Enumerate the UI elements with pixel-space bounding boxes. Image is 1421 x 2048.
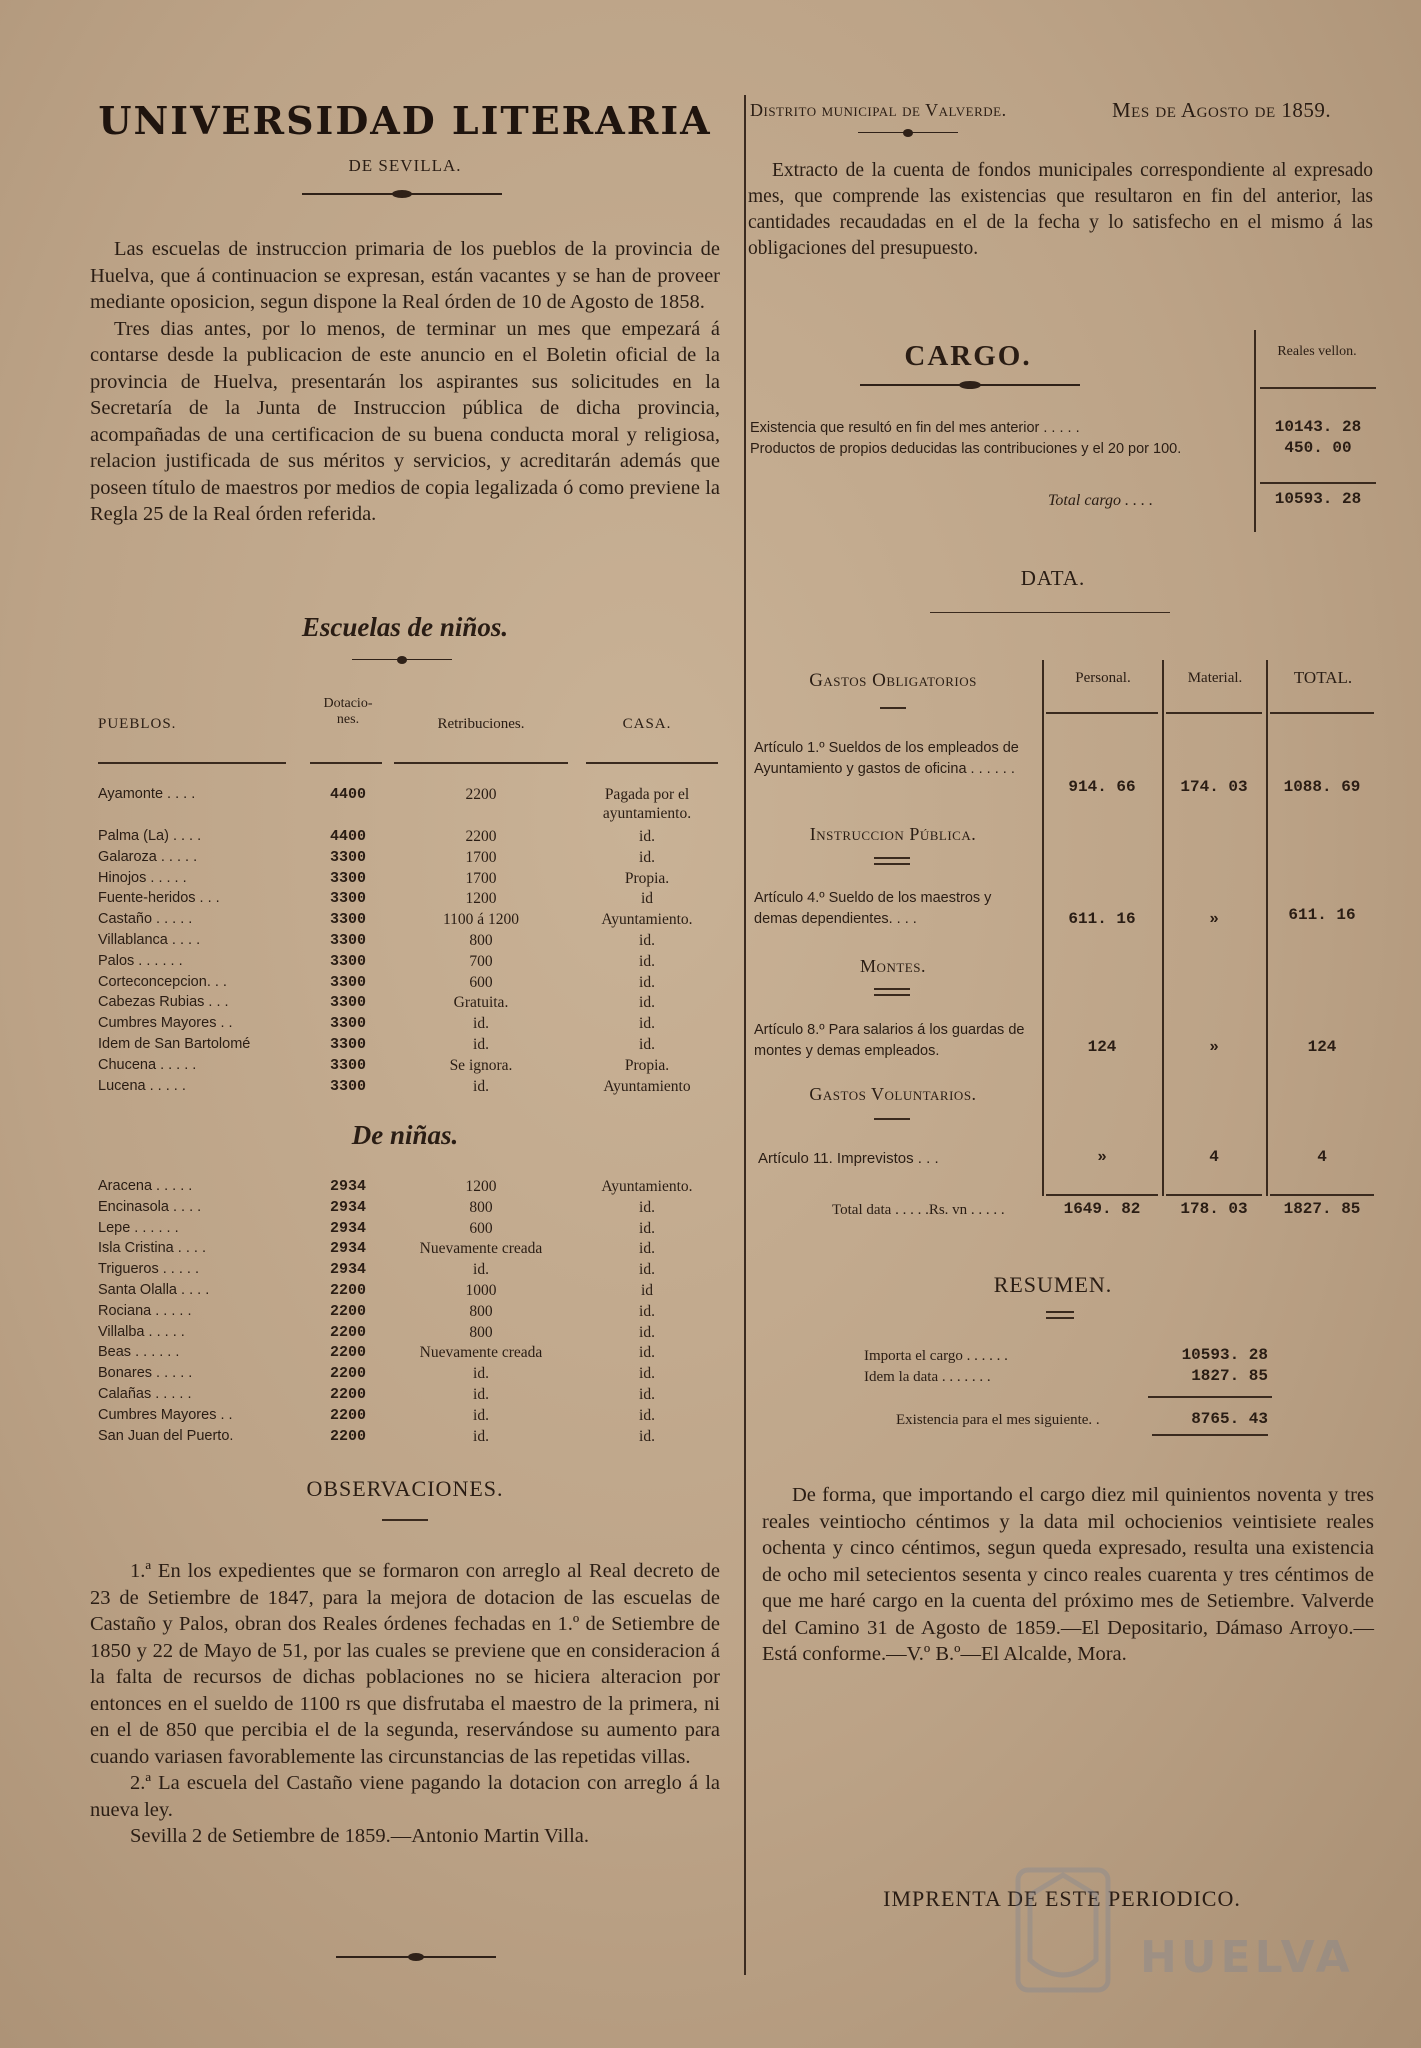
retribucion-cell: 1700: [465, 848, 497, 866]
retribucion-cell: 1700: [465, 869, 497, 887]
casa-cell: id.: [639, 1302, 655, 1320]
cargo-row-1-label: Existencia que resultó en fin del mes anterior . . . . .: [750, 420, 1080, 436]
casa-cell: id.: [639, 1198, 655, 1216]
data-header-rule: [1166, 712, 1262, 714]
signature-line: Sevilla 2 de Setiembre de 1859.—Antonio Martin Villa.: [130, 1825, 589, 1847]
town-cell: Cumbres Mayores . .: [98, 1015, 233, 1032]
col-header-dotaciones-line1: Dotacio-: [323, 696, 373, 711]
dotacion-cell: 2200: [329, 1406, 366, 1424]
dotacion-cell: 3300: [329, 952, 366, 970]
retribucion-cell: 1200: [465, 1178, 497, 1195]
retribucion-cell: Se ignora.: [449, 1056, 513, 1074]
article-1-total: 1088. 69: [1283, 778, 1361, 796]
town-cell: Lucena . . . . .: [98, 1077, 186, 1094]
library-watermark: [1010, 1850, 1370, 2000]
existencia-value: 8765. 43: [1191, 1410, 1268, 1428]
table-row: [90, 1057, 720, 1077]
dotacion-cell: 4400: [329, 786, 366, 803]
town-cell: Galaroza . . . . .: [98, 848, 198, 865]
dotacion-cell: 2934: [329, 1178, 366, 1195]
dotacion-cell: 2934: [329, 1240, 366, 1258]
cargo-divider: [1254, 330, 1256, 532]
data-rule: [930, 612, 1170, 613]
cargo-total-rule: [1260, 482, 1376, 484]
table-row: [90, 870, 720, 890]
girls-table: [90, 1178, 720, 1448]
resumen-cargo-label: Importa el cargo . . . . . .: [864, 1348, 1008, 1364]
dotacion-cell: 3300: [329, 890, 366, 908]
town-cell: Castaño . . . . .: [98, 911, 193, 928]
article-1-material: 174. 03: [1180, 778, 1248, 796]
casa-cell: Propia.: [624, 869, 670, 887]
town-cell: San Juan del Puerto.: [98, 1427, 234, 1444]
casa-cell: Ayuntamiento.: [601, 911, 693, 929]
retribucion-cell: Nuevamente creada: [419, 1344, 543, 1362]
table-row: [90, 1344, 720, 1364]
casa-cell: id.: [639, 1036, 655, 1053]
table-row: [90, 1178, 720, 1198]
article-4-personal: 611. 16: [1068, 910, 1136, 928]
data-col-material: Material.: [1187, 670, 1243, 686]
table-row: [90, 911, 720, 931]
town-cell: Beas . . . . . .: [98, 1344, 180, 1361]
montes-heading: Montes.: [860, 956, 926, 976]
retribucion-cell: id.: [473, 1406, 489, 1424]
table-row: [90, 849, 720, 869]
total-data-personal: 1649. 82: [1063, 1200, 1141, 1218]
article-11-material: 4: [1209, 1148, 1219, 1166]
town-cell: Idem de San Bartolomé: [98, 1036, 251, 1052]
subheading-rule: [874, 994, 910, 996]
casa-cell: id.: [639, 1240, 655, 1258]
casa-cell: id.: [639, 1365, 655, 1383]
dotacion-cell: 2934: [329, 1261, 366, 1279]
article-4-text: Artículo 4.º Sueldo de los maestros y demas dependientes. . . .: [754, 890, 992, 927]
town-cell: Palos . . . . . .: [98, 952, 183, 969]
dotacion-cell: 3300: [329, 994, 366, 1012]
dotacion-cell: 2200: [329, 1323, 366, 1341]
retribucion-cell: 1100 á 1200: [442, 911, 520, 929]
casa-cell-continued: ayuntamiento.: [602, 805, 692, 822]
casa-cell: id.: [639, 1323, 655, 1341]
data-header-rule: [1046, 712, 1158, 714]
town-cell: Cumbres Mayores . .: [98, 1406, 233, 1423]
dotacion-cell: 3300: [329, 1077, 366, 1095]
cargo-row-2-label: Productos de propios deducidas las contribuciones y el 20 por 100.: [750, 441, 1182, 457]
table-row: [90, 953, 720, 973]
resumen-rule: [1046, 1311, 1074, 1313]
resumen-data-value: 1827. 85: [1191, 1367, 1268, 1385]
dotacion-cell: 2200: [329, 1282, 366, 1299]
casa-cell: Ayuntamiento: [603, 1077, 691, 1095]
casa-cell: id: [640, 1282, 654, 1299]
casa-cell: id.: [639, 1386, 655, 1403]
column-divider: [744, 95, 746, 1975]
casa-cell: id.: [639, 1015, 655, 1033]
col-header-dotaciones: [312, 696, 384, 728]
dotacion-cell: 3300: [329, 1015, 366, 1033]
retribucion-cell: 1200: [465, 890, 497, 908]
retribucion-cell: 2200: [465, 828, 497, 845]
total-rule: [1046, 1194, 1158, 1196]
district-header: Distrito municipal de Valverde.: [750, 100, 1007, 120]
table-row: [90, 1261, 720, 1281]
subheading-rule: [874, 1118, 910, 1120]
dotacion-cell: 2200: [329, 1365, 366, 1383]
instruccion-publica-heading: Instruccion Pública.: [809, 824, 977, 844]
col-header-pueblos: PUEBLOS.: [98, 716, 177, 732]
subheading-rule: [880, 707, 906, 709]
article-8-text: Artículo 8.º Para salarios á los guardas de montes y demas empleados.: [754, 1022, 1025, 1059]
article-11-personal: »: [1097, 1148, 1107, 1166]
town-cell: Bonares . . . . .: [98, 1365, 193, 1382]
data-divider-1: [1042, 660, 1044, 1196]
data-title: DATA.: [1020, 566, 1086, 590]
town-cell: Villalba . . . . .: [98, 1323, 185, 1340]
cargo-row-2-value: 450. 00: [1284, 439, 1352, 457]
article-11-text: Artículo 11. Imprevistos . . .: [758, 1150, 939, 1167]
table-row: [90, 1365, 720, 1385]
article-8-material: »: [1209, 1038, 1219, 1056]
total-data-label: Total data . . . . .Rs. vn . . . . .: [832, 1202, 1005, 1218]
data-col-personal: Personal.: [1075, 670, 1131, 686]
retribucion-cell: 800: [469, 1323, 493, 1341]
subheading-rule: [874, 857, 910, 859]
dotacion-cell: 4400: [329, 828, 366, 845]
retribucion-cell: 1000: [465, 1282, 497, 1299]
resumen-rule: [1148, 1396, 1272, 1398]
table-row: [90, 932, 720, 952]
resumen-rule: [1046, 1317, 1074, 1319]
casa-cell: id.: [639, 973, 655, 991]
col-header-retribuciones: Retribuciones.: [437, 716, 525, 732]
article-11-total: 4: [1317, 1148, 1327, 1166]
observaciones-text: [90, 1558, 720, 1850]
observacion-2: 2.ª La escuela del Castaño viene pagando la dotacion con arreglo á la nueva ley.: [90, 1772, 720, 1821]
retribucion-cell: id.: [473, 1015, 489, 1033]
dotacion-cell: 3300: [329, 932, 366, 949]
table-row: [90, 1428, 720, 1448]
table-row: [90, 994, 720, 1014]
dotacion-cell: 3300: [329, 973, 366, 991]
header-rule: [310, 762, 382, 764]
casa-cell: id.: [639, 1406, 655, 1424]
observaciones-rule: [382, 1519, 428, 1521]
town-cell: Isla Cristina . . . .: [98, 1240, 206, 1257]
town-cell: Santa Olalla . . . .: [98, 1282, 210, 1298]
boys-table: [90, 786, 720, 1106]
header-ornament: [858, 132, 958, 133]
table-row: [90, 1282, 720, 1302]
town-cell: Fuente-heridos . . .: [98, 890, 220, 907]
retribucion-cell: 700: [469, 952, 493, 970]
dotacion-cell: 3300: [329, 848, 366, 866]
table-row: [90, 890, 720, 910]
subheading-rule: [874, 863, 910, 865]
town-cell: Cabezas Rubias . . .: [98, 994, 229, 1011]
cargo-header-rule: [1260, 387, 1376, 389]
intro-paragraph-2: Tres dias antes, por lo menos, de terminar un mes que empezará á contarse desde la publicacion de este anuncio en el Boletin oficial de la provincia de Huelva, presentarán los aspirantes sus solicitudes en la Secretaría de la Junta de Instruccion pública de dicha provincia, acompañadas de una certificacion de su buena conducta moral y religiosa, relacion justificada de sus méritos y servicios, y acreditarán además que poseen título de maestros por medios de copia legalizada ó como previene la Regla 25 de la Real órden referida.: [90, 317, 720, 525]
casa-cell: id.: [639, 952, 655, 970]
dotacion-cell: 2200: [329, 1427, 366, 1445]
retribucion-cell: 2200: [465, 786, 497, 803]
retribucion-cell: 800: [469, 932, 493, 949]
total-data-material: 178. 03: [1180, 1200, 1248, 1218]
data-divider-3: [1266, 660, 1268, 1196]
col-header-dotaciones-line2: nes.: [336, 712, 360, 727]
casa-cell: id: [640, 890, 654, 908]
casa-cell: Propia.: [624, 1056, 670, 1074]
table-row: [90, 828, 720, 848]
boys-schools-heading: Escuelas de niños.: [301, 612, 509, 642]
subheading-rule: [874, 988, 910, 990]
intro-text: [90, 236, 720, 528]
article-8-total: 124: [1307, 1038, 1337, 1056]
resumen-cargo-value: 10593. 28: [1181, 1346, 1268, 1364]
casa-cell: id.: [639, 1261, 655, 1279]
retribucion-cell: id.: [473, 1427, 489, 1445]
total-rule: [1270, 1194, 1374, 1196]
header-rule: [586, 762, 718, 764]
town-cell: Villablanca . . . .: [98, 932, 201, 948]
article-8-personal: 124: [1087, 1038, 1117, 1056]
retribucion-cell: id.: [473, 1077, 489, 1095]
table-row: [90, 1386, 720, 1406]
retribucion-cell: 600: [469, 1219, 493, 1237]
retribucion-cell: Nuevamente creada: [419, 1240, 543, 1258]
town-cell: Trigueros . . . . .: [98, 1261, 199, 1278]
retribucion-cell: id.: [473, 1261, 489, 1279]
closing-paragraph: De forma, que importando el cargo diez mil quinientos noventa y tres reales veintiocho céntimos y la data mil ochocienios veintisiete reales ochenta y cinco céntimos, segun queda expresado, resulta una existencia de ocho mil setecientos sesenta y cinco reales cuarenta y tres céntimos de que me haré cargo en la cuenta del próximo mes de Setiembre. Valverde del Camino 31 de Agosto de 1859.—El Depositario, Dámaso Arroyo.—Está conforme.—V.º B.º—El Alcalde, Mora.: [762, 1484, 1374, 1665]
article-4-total: 611. 16: [1288, 906, 1356, 924]
intro-paragraph-1: Las escuelas de instruccion primaria de los pueblos de la provincia de Huelva, que á continuacion se expresan, están vacantes y se han de proveer mediante oposicion, segun dispone la Real órden de 10 de Agosto de 1858.: [90, 238, 720, 313]
university-title: UNIVERSIDAD LITERARIA: [98, 98, 712, 143]
table-row: [90, 1240, 720, 1260]
col-header-casa: CASA.: [622, 716, 672, 732]
article-1-personal: 914. 66: [1068, 778, 1136, 796]
girls-schools-heading: De niñas.: [351, 1120, 459, 1150]
casa-cell: id.: [639, 848, 655, 866]
town-cell: Hinojos . . . . .: [98, 869, 187, 886]
dotacion-cell: 2200: [329, 1386, 366, 1403]
casa-cell: id.: [639, 828, 655, 845]
total-cargo-label: Total cargo . . . .: [1048, 492, 1154, 509]
cargo-col-header: Reales vellon.: [1277, 344, 1357, 359]
retribucion-cell: 800: [469, 1198, 493, 1216]
casa-cell: id.: [639, 1219, 655, 1237]
town-cell: Lepe . . . . . .: [98, 1219, 179, 1236]
existencia-label: Existencia para el mes siguiente. .: [896, 1412, 1100, 1428]
town-cell: Corteconcepcion. . .: [98, 973, 227, 990]
section-ornament: [352, 659, 452, 660]
total-cargo-value: 10593. 28: [1274, 490, 1362, 508]
retribucion-cell: Gratuita.: [453, 994, 509, 1012]
title-ornament: [302, 193, 502, 195]
watermark-text: HUELVA: [1140, 1932, 1354, 1983]
table-row: [90, 1303, 720, 1323]
data-divider-2: [1162, 660, 1164, 1196]
cargo-row-1-value: 10143. 28: [1274, 418, 1362, 436]
table-row: [90, 1199, 720, 1219]
casa-cell: Ayuntamiento.: [601, 1178, 693, 1195]
town-cell: Chucena . . . . .: [98, 1056, 197, 1073]
town-cell: Calañas . . . . .: [98, 1386, 192, 1402]
town-cell: Encinasola . . . .: [98, 1198, 202, 1215]
header-rule: [394, 762, 568, 764]
cargo-title: CARGO.: [904, 340, 1032, 372]
town-cell: Rociana . . . . .: [98, 1302, 192, 1319]
casa-cell: Pagada por el: [604, 786, 690, 803]
total-data-total: 1827. 85: [1283, 1200, 1361, 1218]
dotacion-cell: 2934: [329, 1198, 366, 1216]
dotacion-cell: 2200: [329, 1302, 366, 1320]
table-row: [90, 1078, 720, 1098]
dotacion-cell: 3300: [329, 1056, 366, 1074]
imprenta-line: IMPRENTA DE ESTE PERIODICO.: [883, 1886, 1241, 1911]
data-header-rule: [1270, 712, 1374, 714]
dotacion-cell: 3300: [329, 869, 366, 887]
month-header: Mes de Agosto de 1859.: [1112, 98, 1332, 122]
university-subtitle: DE SEVILLA.: [348, 156, 462, 175]
data-col-total: TOTAL.: [1293, 668, 1353, 687]
retribucion-cell: id.: [473, 1386, 489, 1403]
dotacion-cell: 2934: [329, 1219, 366, 1237]
table-row: [90, 786, 720, 822]
casa-cell: id.: [639, 1427, 655, 1445]
observacion-1: 1.ª En los expedientes que se formaron con arreglo al Real decreto de 23 de Setiembre de 1847, para la mejora de dotacion de las escuelas de Castaño y Palos, obran dos Reales órdenes fechadas en 1.º de Setiembre de 1850 y 22 de Mayo de 51, por las cuales se previene que en consideracion á la falta de recursos de dichas poblaciones no se hiciera alteracion por entonces en el sueldo de 1100 rs que disfrutaba el maestro de la primera, ni en el de 850 que percibia el de la segunda, reservándose su aumento para cuando variasen favorablemente las circunstancias de las repetidas villas.: [90, 1560, 720, 1768]
table-row: [90, 1220, 720, 1240]
casa-cell: id.: [639, 994, 655, 1012]
gastos-voluntarios-heading: Gastos Voluntarios.: [809, 1084, 977, 1104]
resumen-data-label: Idem la data . . . . . . .: [864, 1369, 991, 1385]
bottom-ornament: [336, 1956, 496, 1958]
retribucion-cell: 800: [469, 1302, 493, 1320]
town-cell: Ayamonte . . . .: [98, 786, 196, 802]
gastos-obligatorios-heading: Gastos Obligatorios: [809, 670, 977, 691]
town-cell: Aracena . . . . .: [98, 1178, 193, 1194]
existencia-rule: [1152, 1434, 1268, 1436]
table-row: [90, 974, 720, 994]
dotacion-cell: 3300: [329, 1036, 366, 1053]
dotacion-cell: 3300: [329, 911, 366, 929]
header-rule: [98, 762, 286, 764]
table-row: [90, 1015, 720, 1035]
casa-cell: id.: [639, 1344, 655, 1362]
table-row: [90, 1324, 720, 1344]
observaciones-title: OBSERVACIONES.: [306, 1476, 504, 1501]
article-4-material: »: [1209, 910, 1219, 928]
retribucion-cell: id.: [473, 1036, 489, 1053]
retribucion-cell: id.: [473, 1365, 489, 1383]
casa-cell: id.: [639, 932, 655, 949]
retribucion-cell: 600: [469, 973, 493, 991]
total-rule: [1166, 1194, 1262, 1196]
town-cell: Palma (La) . . . .: [98, 828, 202, 844]
resumen-title: RESUMEN.: [993, 1272, 1113, 1297]
table-row: [90, 1036, 720, 1056]
extracto-paragraph: Extracto de la cuenta de fondos municipales correspondiente al expresado mes, que comprende las existencias que resultaron en fin del anterior, las cantidades recaudadas en el de la fecha y lo satisfecho en el mismo á las obligaciones del presupuesto.: [748, 160, 1373, 259]
cargo-ornament: [860, 384, 1080, 386]
dotacion-cell: 2200: [329, 1344, 366, 1362]
table-row: [90, 1407, 720, 1427]
article-1-text: Artículo 1.º Sueldos de los empleados de Ayuntamiento y gastos de oficina . . . . . .: [754, 740, 1019, 777]
